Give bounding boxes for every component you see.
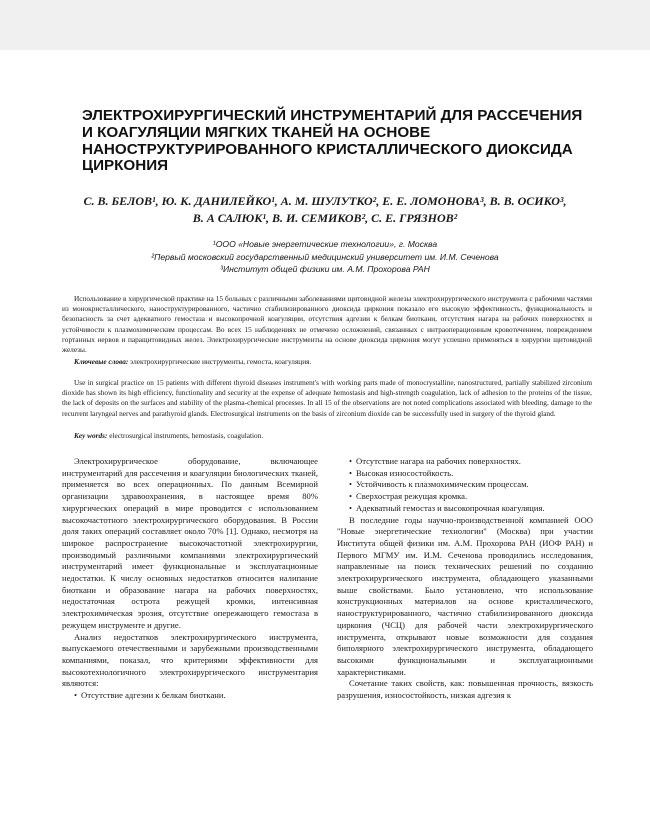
body-paragraph: Электрохирургическое оборудование, включающее инструментарий для рассечения и коагуляции биологических тканей, применяется во всех операционных. По данным Всемирной организации здравоохранения, в настоящее время 80% хирургических операций в мире проводится с использованием высокочастотного электрохирургического оборудования. В России доля таких операций составляет около 70% [1]. Однако, несмотря на широкое распространение высокочастотной электрохирургии, производимый различными компаниями электрохирургический инструментарий имеет функциональные и эксплуатационные недостатки. К числу основных недостатков относится налипание биоткани и образование нагара на рабочих поверхностях, недостаточная острота режущей кромки, интенсивная электрохимическая эрозия, отсутствие опережающего гемостаза в режущем инструменте и другие. — [62, 456, 318, 630]
right-column — [337, 456, 593, 702]
abstract-russian: Использование в хирургической практике на 15 больных с различными заболеваниями щитовидной железы электрохирургического инструмента с рабочими частями из монокристаллического, наноструктурированного, частично стабилизированного диоксида циркония показало его высокую эффективность, функциональность и безопасность за счет адекватного гемостаза и высокопрочной коагуляции, отсутствия адгезии к белкам биоткани, отсутствия нагара на рабочих поверхностях и устойчивости к плазмохимическим процессам. Во всех 15 наблюдениях не отмечено осложнений, связанных с интраоперационным кровотечением, повреждением гортанных нервов и паращитовидных желез. Электрохирургические инструменты на основе диоксида циркония могут успешно применяться в хирургии щитовидной железы. — [62, 294, 592, 355]
bullet-item: • Сверхострая режущая кромка. — [337, 491, 593, 503]
affiliation: ¹ООО «Новые энергетические технологии», г. Москва — [212, 239, 438, 249]
left-column — [62, 456, 318, 702]
bullet-item: • Отсутствие адгезии к белкам биоткани. — [62, 690, 318, 702]
keywords-english — [74, 431, 592, 441]
article-title — [82, 108, 582, 175]
keywords-text: электрохирургические инструменты, гемоста, коагуляция. — [128, 357, 312, 366]
title-line: ЦИРКОНИЯ — [82, 157, 169, 175]
affiliation: ²Первый московский государственный медицинский университет им. И.М. Сеченова — [151, 251, 499, 262]
bullet-item: • Высокая износостойкость. — [337, 468, 593, 480]
affiliations — [100, 238, 550, 276]
bullet-item: • Отсутствие нагара на рабочих поверхностях. — [337, 456, 593, 468]
bullet-item: • Адекватный гемостаз и высокопрочная коагуляция. — [337, 503, 593, 515]
body-paragraph: В последние годы научно-производственной компанией ООО "Новые энергетические технологии" (Москва) при участии Института общей физики им. А.М. Прохорова РАН (ИОФ РАН) и Первого МГМУ им. И.М. Сеченова проводились исследования, направленные на поиск технических решений по созданию электрохирургического инструмента, обладающего указанными выше свойствами. Было установлено, что использование конструкционных материалов на основе кристаллического, наноструктурированного, частично стабилизированного диоксида циркония (ЧСЦ) для рабочей части электрохирургического инструмента, открывают новые возможности для создания биполярного электрохирургического инструмента, обладающего высокими функциональными и эксплуатационными характеристиками. — [337, 514, 593, 677]
title-line: НАНОСТРУКТУРИРОВАННОГО КРИСТАЛЛИЧЕСКОГО ДИОКСИДА — [82, 140, 573, 158]
body-paragraph: Анализ недостатков электрохирургического инструмента, выпускаемого отечественными и зарубежными производственными компаниями, показал, что критериями эффективности для высокотехнологичного электрохирургического инструментария являются: — [62, 631, 318, 689]
abstract-english: Use in surgical practice on 15 patients with different thyroid diseases instrument's with working parts made of monocrystalline, nanostructured, partially stabilized zirconium dioxide has shown its high efficiency, functionality and security at the expense of adequate hemostasis and high-strength coagulation, lack of adhesion to the proteins of the tissue, the lack of deposits on the surfaces and stability of the plasma-chemical processes. In all 15 of the observations are not noted complications associated with bleeding, damage to the recurrent laryngeal nerves and parathyroid glands. Electrosurgical instruments on the basis of zirconium dioxide can be successfully used in surgery of the thyroid gland. — [62, 378, 592, 418]
affiliation: ³Институт общей физики им. А.М. Прохорова РАН — [220, 264, 430, 274]
authors-line: С. В. БЕЛОВ¹, Ю. К. ДАНИЛЕЙКО¹, А. М. ШУЛУТКО², Е. Е. ЛОМОНОВА³, В. В. ОСИКО³, — [83, 194, 567, 208]
keywords-label: Key words: — [74, 431, 108, 440]
bullet-item: • Устойчивость к плазмохимическим процессам. — [337, 479, 593, 491]
authors-line: В. А САЛЮК¹, В. И. СЕМИКОВ², С. Е. ГРЯЗНОВ² — [192, 211, 458, 225]
title-line: ЭЛЕКТРОХИРУРГИЧЕСКИЙ ИНСТРУМЕНТАРИЙ ДЛЯ РАССЕЧЕНИЯ — [82, 107, 583, 124]
keywords-label: Ключевые слова: — [74, 357, 129, 366]
keywords-text: electrosurgical instruments, hemostasis, coagulation. — [107, 431, 264, 440]
page-top-band — [0, 0, 650, 50]
body-paragraph: Сочетание таких свойств, как: повышенная прочность, вязкость разрушения, износостойкость, низкая адгезия к — [337, 678, 593, 701]
title-line: И КОАГУЛЯЦИИ МЯГКИХ ТКАНЕЙ НА ОСНОВЕ — [82, 123, 431, 141]
author-list — [70, 193, 580, 227]
keywords-russian — [74, 357, 592, 367]
